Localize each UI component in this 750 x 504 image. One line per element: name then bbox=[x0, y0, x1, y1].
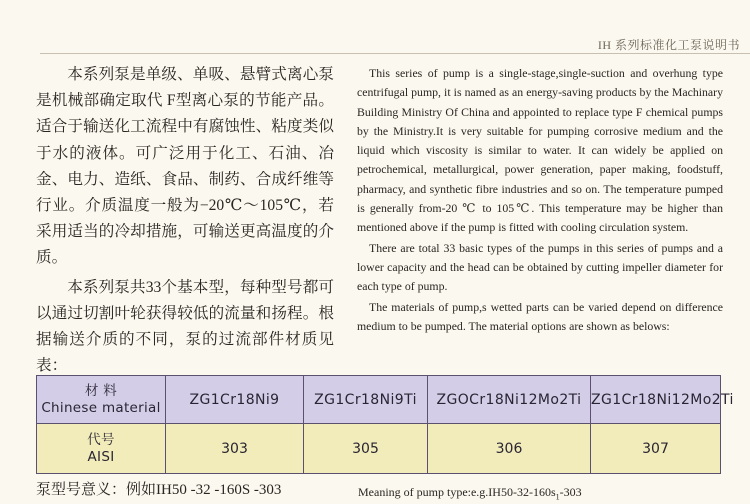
material-cell: ZG1Cr18Ni12Mo2Ti bbox=[591, 376, 721, 424]
material-label-cell bbox=[37, 376, 166, 424]
material-label-en: Chinese material bbox=[41, 399, 161, 416]
aisi-cell: 303 bbox=[166, 424, 304, 474]
material-cell: ZGOCr18Ni12Mo2Ti bbox=[428, 376, 591, 424]
model-meaning-heading-en bbox=[358, 485, 582, 504]
aisi-label-cell bbox=[37, 424, 166, 474]
model-meaning-en-subscript: 1 bbox=[555, 492, 560, 502]
aisi-cell: 307 bbox=[591, 424, 721, 474]
english-paragraph-1: This series of pump is a single-stage,single-suction and overhung type centrifugal pump, it is named as an energy-saving products by the Machinary Building Ministry Of China and appointed to replace type F chemical pumps by the Ministry.It is very suitable for pumping corrosive medium and the liquid which viscosity is similar to water. It can widely be applied on petrochemical, metallurgical, power generation, paper making, foodstuff, pharmacy, and synthetic fibre industries and so on. The temperature pumped is generally from-20 ℃ to 105℃. This temperature may be higher than mentioned above if the pump is fitted with cooling circulation system. bbox=[357, 66, 723, 235]
chinese-paragraph-2: 本系列泵共33个基本型，每种型号都可以通过切割叶轮获得较低的流量和扬程。根据输送介质的不同，泵的过流部件材质见表： bbox=[36, 278, 334, 375]
aisi-cell: 306 bbox=[428, 424, 591, 474]
chinese-paragraph-1: 本系列泵是单级、单吸、悬臂式离心泵是机械部确定取代 F型离心泵的节能产品。适合于输送化工流程中有腐蚀性、粘度类似于水的液体。可广泛用于化工、石油、冶金、电力、造纸、食品、制药、合成纤维等行业。介质温度一般为−20℃～105℃，若采用适当的冷却措施，可输送更高温度的介质。 bbox=[36, 66, 334, 267]
model-meaning-heading-zh: 泵型号意义：例如IH50 -32 -160S -303 bbox=[36, 482, 282, 498]
material-cell: ZG1Cr18Ni9Ti bbox=[304, 376, 428, 424]
aisi-cell: 305 bbox=[304, 424, 428, 474]
material-cell: ZG1Cr18Ni9 bbox=[166, 376, 304, 424]
chinese-description bbox=[36, 62, 334, 379]
material-label-zh: 材 料 bbox=[84, 382, 118, 399]
aisi-label-zh: 代号 bbox=[87, 431, 115, 448]
aisi-label-en: AISI bbox=[87, 448, 115, 465]
material-options-table bbox=[36, 375, 734, 474]
model-meaning-en-tail: -303 bbox=[559, 485, 582, 499]
aisi-row bbox=[37, 424, 721, 474]
header-divider bbox=[40, 53, 750, 54]
english-paragraph-3: The materials of pump,s wetted parts can be varied depend on difference medium to be pumped. The material options are shown as belows: bbox=[357, 299, 723, 333]
material-row bbox=[37, 376, 721, 424]
document-header-title: IH 系列标准化工泵说明书 bbox=[597, 38, 740, 52]
english-paragraph-2: There are total 33 basic types of the pumps in this series of pumps and a lower capacity and the head can be obtained by cutting impeller diameter for each type of pump. bbox=[357, 240, 723, 294]
model-meaning-en-text: Meaning of pump type:e.g.IH50-32-160s bbox=[358, 485, 556, 499]
english-description bbox=[357, 64, 723, 337]
